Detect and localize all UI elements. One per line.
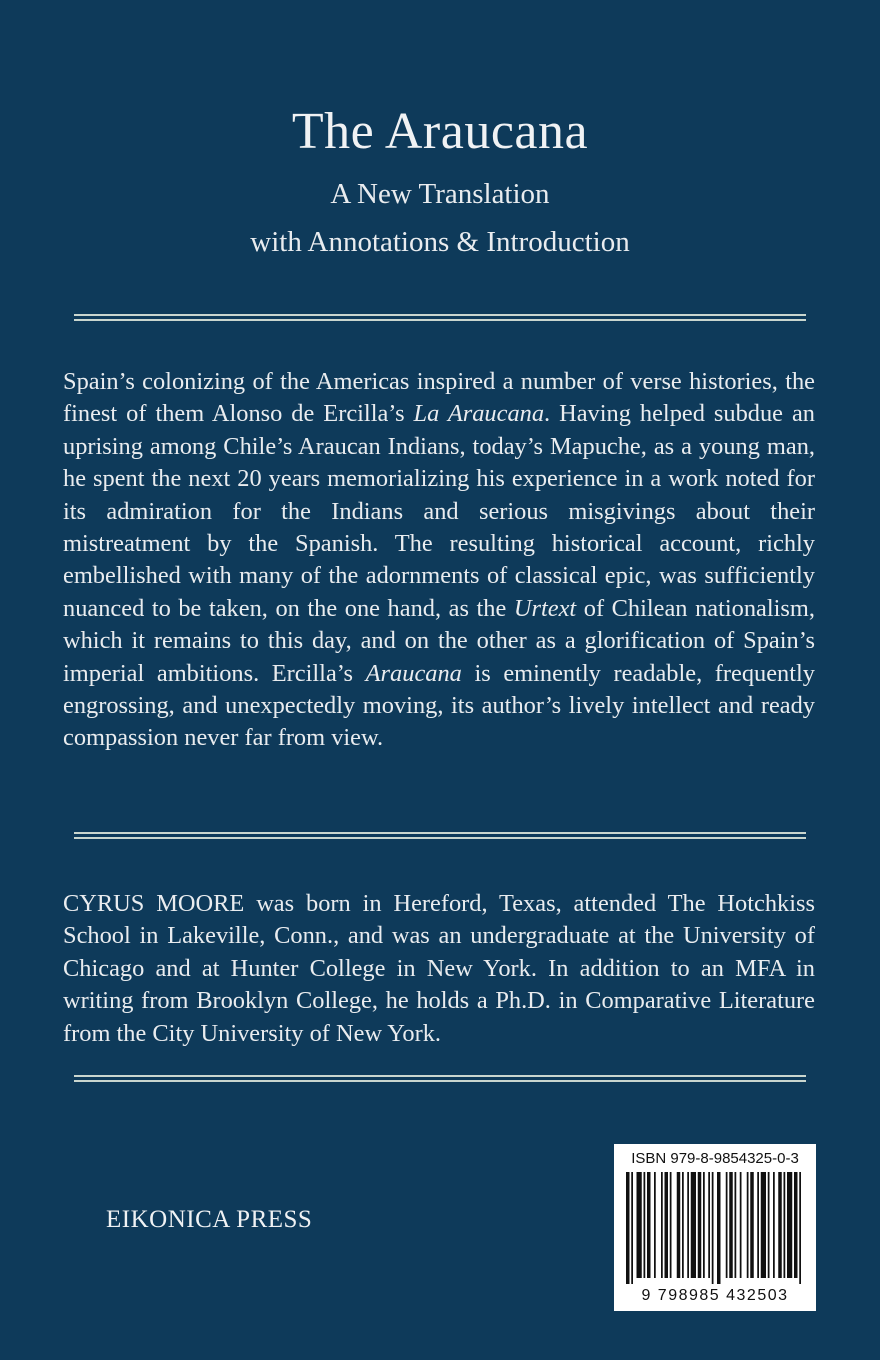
author-bio: CYRUS MOORE was born in Hereford, Texas, attended The Hotchkiss School in Lakeville, Conn., and was an undergraduate at the University of Chicago and at Hunter College in New York. In addition to an MFA in writing from Brooklyn College, he holds a Ph.D. in Comparative Literature from the City University of New York. (63, 890, 815, 1047)
blurb-italic-term: Urtext (513, 594, 577, 622)
barcode-bar (682, 1172, 684, 1278)
barcode-bar (654, 1172, 656, 1278)
isbn-barcode (614, 1144, 816, 1311)
barcode-bar (703, 1172, 705, 1278)
book-description (63, 366, 815, 755)
blurb-italic-title: La Araucana (413, 400, 545, 428)
barcode-bar (647, 1172, 651, 1278)
double-rule-divider (74, 832, 806, 839)
barcode-bar (712, 1172, 714, 1284)
barcode-bar (717, 1172, 721, 1284)
barcode-bar (773, 1172, 775, 1278)
barcode-digits: 9 798985 432503 (641, 1287, 789, 1304)
isbn-label: ISBN 979-8-9854325-0-3 (631, 1150, 799, 1167)
barcode-bar (784, 1172, 786, 1278)
barcode-bar (698, 1172, 702, 1278)
double-rule-divider (74, 314, 806, 321)
blurb-text: . Having helped subdue an uprising among Chile’s Araucan Indians, today’s Mapuche, as a young man, he spent the next 20 years memorializing his experience in a work noted for its admiration for the Indians and serious misgivings about their mistreatment by the Spanish. The resulting historical account, richly embellished with many of the adornments of classical epic, was sufficiently nuanced to be taken, on the one hand, as the (63, 400, 815, 622)
book-title: The Araucana (291, 103, 589, 160)
barcode-bar (665, 1172, 669, 1278)
blurb-italic-title: Araucana (365, 659, 462, 687)
barcode-bar (787, 1172, 792, 1278)
barcode-bar (637, 1172, 642, 1278)
barcode-bar (768, 1172, 770, 1278)
barcode-bars (622, 1172, 808, 1284)
double-rule-divider (74, 1075, 806, 1082)
barcode-bar (631, 1172, 633, 1284)
barcode-bar (661, 1172, 663, 1278)
subtitle-line-1: A New Translation (330, 178, 550, 210)
barcode-bar (799, 1172, 801, 1284)
barcode-bar (677, 1172, 681, 1278)
barcode-bar (691, 1172, 696, 1278)
barcode-bar (644, 1172, 646, 1278)
blurb-text: Spain’s colonizing of the Americas inspired a number of verse histories, the finest of them Alonso de Ercilla’s (63, 368, 815, 428)
subtitle-line-2: with Annotations & Introduction (250, 226, 630, 258)
barcode-bar (750, 1172, 754, 1278)
barcode-bar (729, 1172, 733, 1278)
barcode-bar (626, 1172, 630, 1284)
barcode-bar (735, 1172, 737, 1278)
barcode-bar (670, 1172, 672, 1278)
barcode-bar (757, 1172, 759, 1278)
barcode-bar (747, 1172, 749, 1278)
barcode-bar (740, 1172, 742, 1278)
blurb-text: of Chilean nationalism, which it remains to this day, and on the other as a glorification of Spain’s imperial ambitions. Ercilla’s (63, 594, 815, 687)
barcode-bar (687, 1172, 689, 1278)
barcode-bar (761, 1172, 766, 1278)
blurb-text: is eminently readable, frequently engrossing, and unexpectedly moving, its author’s lively intellect and ready compassion never far from view. (63, 659, 815, 752)
barcode-bar (778, 1172, 782, 1278)
barcode-bar (794, 1172, 798, 1278)
barcode-bar (708, 1172, 710, 1278)
publisher-name: EIKONICA PRESS (106, 1206, 313, 1233)
barcode-bar (726, 1172, 728, 1278)
